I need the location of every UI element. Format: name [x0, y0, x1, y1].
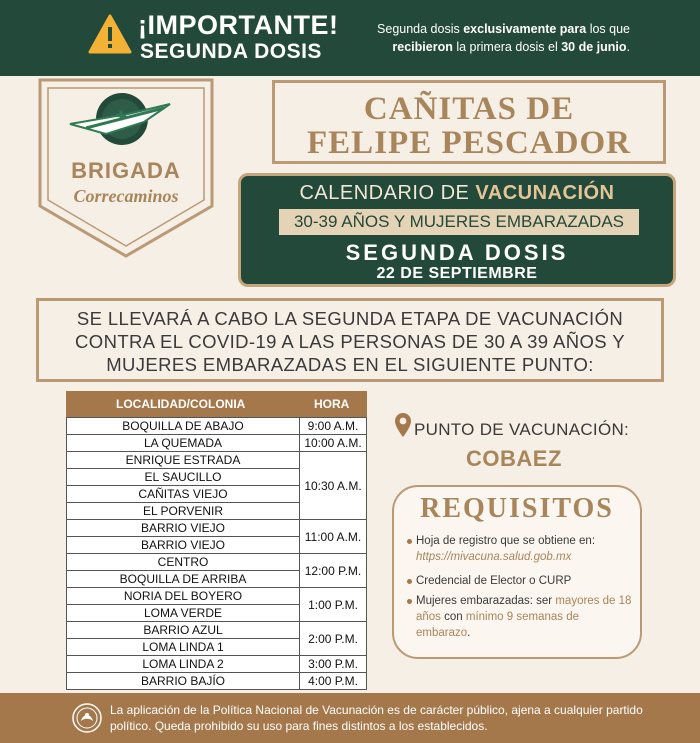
vaccination-date: 22 DE SEPTIEMBRE	[376, 265, 538, 282]
location-title-box	[272, 80, 666, 164]
footer	[0, 693, 700, 743]
table-row-locality: LOMA LINDA 2	[66, 656, 300, 673]
requirement-item-credencial: Credencial de Elector o CURP	[416, 573, 636, 589]
table-cell-hour: 10:30 A.M.	[300, 452, 367, 520]
important-title: ¡IMPORTANTE!	[138, 10, 339, 40]
calendar-box	[238, 173, 676, 287]
table-row-locality: BARRIO BAJÍO	[66, 673, 300, 690]
age-group-band: 30-39 AÑOS Y MUJERES EMBARAZADAS	[279, 209, 639, 235]
table-row-locality: EL PORVENIR	[66, 503, 300, 520]
vaccination-point-name: COBAEZ	[466, 446, 562, 471]
top-banner	[0, 0, 700, 76]
table-row-locality: LA QUEMADA	[66, 435, 300, 452]
brigada-subtitle: Correcaminos	[73, 186, 179, 206]
table-row-locality: BOQUILLA DE ABAJO	[66, 418, 300, 435]
table-cell-hour: 11:00 A.M.	[300, 520, 367, 554]
bullet-icon	[407, 599, 412, 604]
announcement-text: SE LLEVARÁ A CABO LA SEGUNDA ETAPA DE VACUNACIÓN CONTRA EL COVID-19 A LAS PERSONAS DE 30 A 39 AÑOS Y MUJERES EMBARAZADAS EN EL SIGUIENTE PUNTO:	[75, 308, 625, 375]
requirements-title: REQUISITOS	[420, 493, 614, 524]
table-cell-hour: 10:00 A.M.	[300, 435, 367, 452]
table-row-locality: LOMA LINDA 1	[66, 639, 300, 656]
table-cell-hour: 12:00 P.M.	[300, 554, 367, 588]
table-cell-hour: 9:00 A.M.	[300, 418, 367, 435]
footer-disclaimer: La aplicación de la Política Nacional de Vacunación es de carácter público, ajena a cualquier partido político. Queda prohibido su uso para fines distintos a los establecidos.	[110, 703, 643, 733]
calendar-title: CALENDARIO DE VACUNACIÓN	[299, 182, 615, 204]
requirements-box	[392, 485, 642, 659]
table-row-locality: CAÑITAS VIEJO	[66, 486, 300, 503]
location-pin-icon	[395, 413, 411, 437]
requirement-item-embarazadas: Mujeres embarazadas: ser mayores de 18 años con mínimo 9 semanas de embarazo.	[416, 593, 636, 641]
table-cell-hour: 2:00 P.M.	[300, 622, 367, 656]
schedule-table	[66, 391, 367, 689]
table-cell-hour: 4:00 P.M.	[300, 673, 367, 690]
table-body	[66, 417, 367, 689]
important-subtitle: SEGUNDA DOSIS	[140, 40, 322, 63]
brigada-title: BRIGADA	[71, 158, 181, 183]
registration-link[interactable]: https://mivacuna.salud.gob.mx	[416, 551, 572, 563]
table-row-locality: LOMA VERDE	[66, 605, 300, 622]
table-row-locality: BARRIO VIEJO	[66, 537, 300, 554]
location-line-2: FELIPE PESCADOR	[307, 125, 631, 161]
table-cell-hour: 1:00 P.M.	[300, 588, 367, 622]
bullet-icon	[407, 579, 412, 584]
warning-icon	[88, 14, 132, 54]
table-row-locality: BARRIO VIEJO	[66, 520, 300, 537]
table-row-locality: BOQUILLA DE ARRIBA	[66, 571, 300, 588]
header-localidad: LOCALIDAD/COLONIA	[116, 397, 246, 411]
header-hora: HORA	[314, 397, 350, 411]
bullet-icon	[407, 539, 412, 544]
requirement-item-registro: Hoja de registro que se obtiene en: https://mivacuna.salud.gob.mx	[416, 533, 636, 565]
table-header	[66, 391, 367, 417]
roadrunner-logo-icon	[66, 88, 176, 150]
dose-label: SEGUNDA DOSIS	[345, 240, 569, 265]
table-row-locality: NORIA DEL BOYERO	[66, 588, 300, 605]
table-row-locality: ENRIQUE ESTRADA	[66, 452, 300, 469]
table-row-locality: BARRIO AZUL	[66, 622, 300, 639]
table-cell-hour: 3:00 P.M.	[300, 656, 367, 673]
location-line-1: CAÑITAS DE	[363, 91, 575, 127]
mexico-seal-icon	[72, 703, 102, 733]
vaccination-point-label: PUNTO DE VACUNACIÓN:	[414, 420, 630, 439]
table-row-locality: CENTRO	[66, 554, 300, 571]
table-row-locality: EL SAUCILLO	[66, 469, 300, 486]
announcement-box	[36, 298, 664, 382]
important-note: Segunda dosis exclusivamente para los que recibieron la primera dosis el 30 de junio.	[377, 22, 630, 54]
